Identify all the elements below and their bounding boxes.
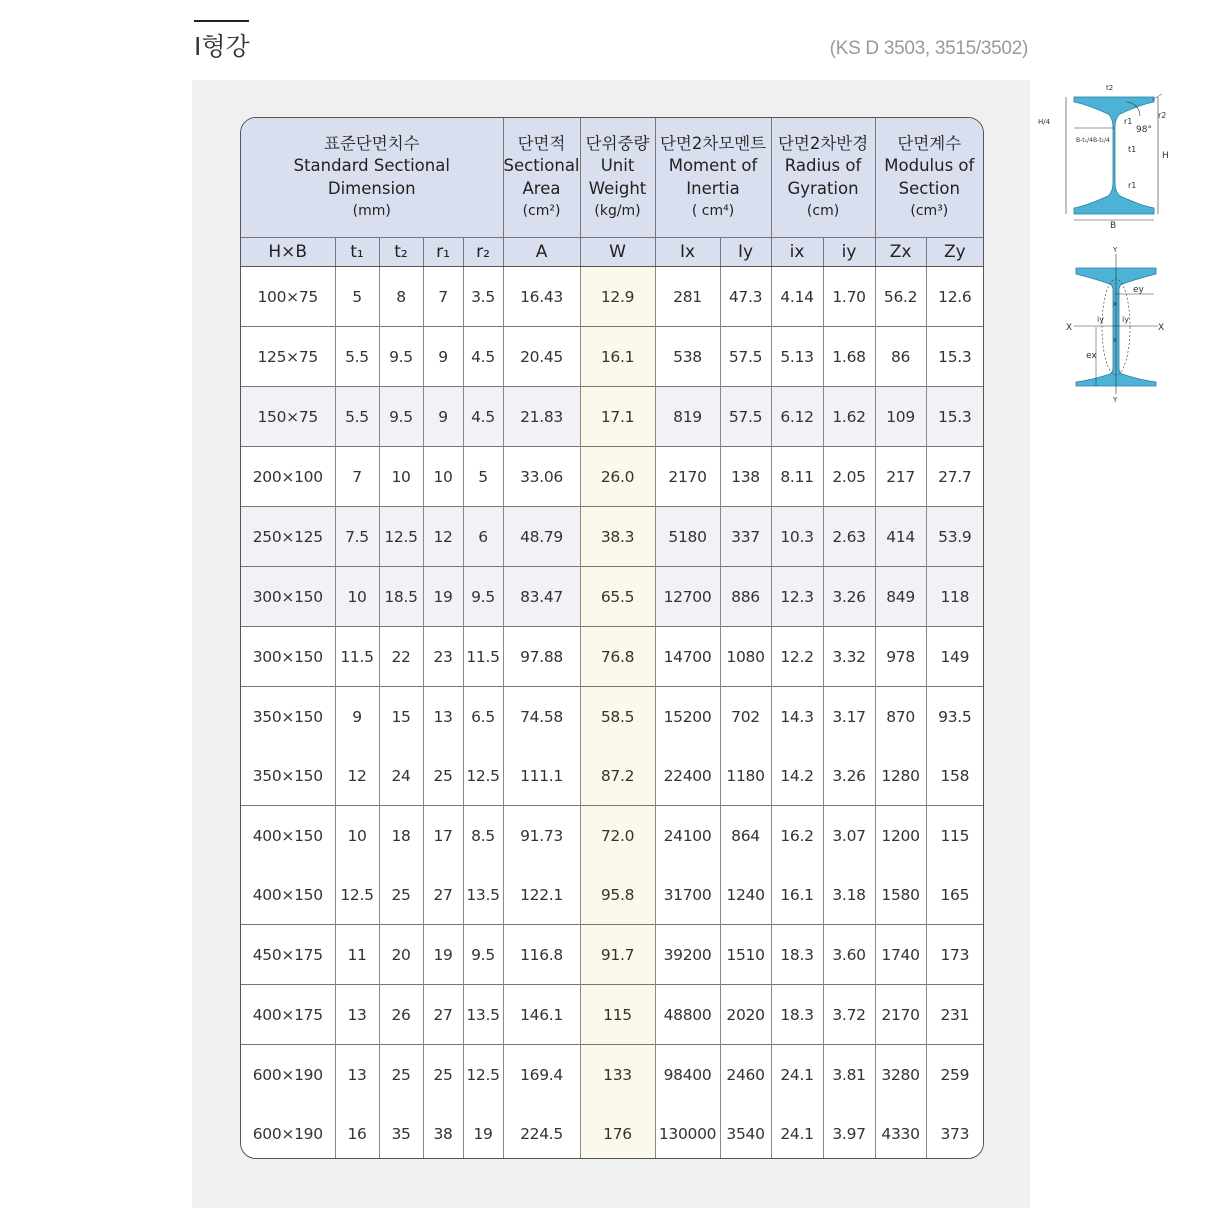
header-group-en1: Standard Sectional (293, 156, 450, 175)
table-cell: 9.5 (379, 327, 423, 387)
table-cell: 3.32 (823, 627, 875, 687)
table-row (241, 865, 983, 925)
table-cell: 115 (926, 806, 983, 866)
table-cell: 819 (655, 387, 720, 447)
label-t2: t2 (1106, 84, 1114, 92)
table-cell: 98400 (655, 1045, 720, 1105)
table-cell: 14700 (655, 627, 720, 687)
table-cell: 9 (423, 327, 463, 387)
table-cell: 217 (875, 447, 926, 507)
table-cell: 3.26 (823, 567, 875, 627)
table-cell: 18 (379, 806, 423, 866)
table-cell: 22 (379, 627, 423, 687)
table-cell: 2.05 (823, 447, 875, 507)
table-cell: 6.12 (771, 387, 823, 447)
table-cell: 3.72 (823, 985, 875, 1045)
table-cell: 10 (423, 447, 463, 507)
table-cell: 12700 (655, 567, 720, 627)
table-cell: 10 (379, 447, 423, 507)
table-cell: 25 (379, 1045, 423, 1105)
table-cell: 5.13 (771, 327, 823, 387)
table-cell: 400×150 (241, 806, 335, 866)
table-cell: 146.1 (503, 985, 580, 1045)
table-cell: 300×150 (241, 567, 335, 627)
table-cell: 116.8 (503, 925, 580, 985)
table-cell: 17 (423, 806, 463, 866)
table-cell: 538 (655, 327, 720, 387)
table-cell: 38.3 (580, 507, 655, 567)
table-cell: 13 (423, 687, 463, 747)
table-cell: 83.47 (503, 567, 580, 627)
table-cell: 57.5 (720, 327, 771, 387)
table-cell: 9.5 (463, 925, 503, 985)
header-group-unit: (kg/m) (594, 203, 641, 219)
header-group-en1: Sectional (503, 156, 580, 175)
table-cell: 5180 (655, 507, 720, 567)
table-cell: 48800 (655, 985, 720, 1045)
label-b1: B-t₁/4 (1076, 137, 1093, 144)
table-cell: 91.73 (503, 806, 580, 866)
table-cell: 15 (379, 687, 423, 747)
table-cell: 130000 (655, 1104, 720, 1159)
table-row (241, 387, 983, 447)
header-group-ko: 단면2차모멘트 (659, 133, 767, 153)
table-cell: 58.5 (580, 687, 655, 747)
table-row (241, 507, 983, 567)
label-b2: B-t₁/4 (1093, 137, 1110, 144)
table-cell: 3.26 (823, 746, 875, 806)
table-cell: 20.45 (503, 327, 580, 387)
table-cell: 5.5 (335, 327, 379, 387)
header-group-en2: Weight (588, 178, 647, 198)
table-cell: 15.3 (926, 387, 983, 447)
table-cell: 97.88 (503, 627, 580, 687)
table-cell: 13 (335, 985, 379, 1045)
table-cell: 18.5 (379, 567, 423, 627)
table-cell: 400×175 (241, 985, 335, 1045)
label-r2: r2 (1158, 111, 1167, 120)
table-cell: 12.5 (463, 1045, 503, 1105)
table-cell: 100×75 (241, 267, 335, 327)
column-header: A (503, 238, 580, 267)
table-cell: 9 (423, 387, 463, 447)
table-cell: 111.1 (503, 746, 580, 806)
column-header: ix (771, 238, 823, 267)
table-cell: 1.70 (823, 267, 875, 327)
table-cell: 870 (875, 687, 926, 747)
table-cell: 9.5 (379, 387, 423, 447)
table-cell: 14.3 (771, 687, 823, 747)
header-group-en1: Unit (600, 156, 635, 175)
table-cell: 31700 (655, 865, 720, 925)
table-cell: 12.5 (335, 865, 379, 925)
label-ey: ey (1133, 285, 1144, 295)
header-group-ko: 단위중량 (585, 133, 650, 153)
table-cell: 4.5 (463, 387, 503, 447)
column-header: r₂ (463, 238, 503, 267)
table-cell: 125×75 (241, 327, 335, 387)
table-cell: 16 (335, 1104, 379, 1159)
table-cell: 886 (720, 567, 771, 627)
table-cell: 149 (926, 627, 983, 687)
column-header: iy (823, 238, 875, 267)
table-cell: 93.5 (926, 687, 983, 747)
table-cell: 1200 (875, 806, 926, 866)
table-cell: 86 (875, 327, 926, 387)
header-group-en1: Modulus of (884, 156, 975, 175)
label-h4: H/4 (1038, 118, 1051, 126)
table-cell: 27.7 (926, 447, 983, 507)
table-row (241, 1045, 983, 1105)
table-cell: 702 (720, 687, 771, 747)
table-cell: 26.0 (580, 447, 655, 507)
table-cell: 11.5 (335, 627, 379, 687)
table-cell: 118 (926, 567, 983, 627)
table-cell: 11.5 (463, 627, 503, 687)
table-cell: 231 (926, 985, 983, 1045)
table-cell: 38 (423, 1104, 463, 1159)
header-group-ko: 단면2차반경 (777, 133, 869, 153)
table-cell: 13.5 (463, 865, 503, 925)
table-cell: 57.5 (720, 387, 771, 447)
table-cell: 8.5 (463, 806, 503, 866)
table-cell: 23 (423, 627, 463, 687)
table-cell: 47.3 (720, 267, 771, 327)
header-group-en1: Radius of (784, 156, 862, 175)
table-cell: 74.58 (503, 687, 580, 747)
table-cell: 8.11 (771, 447, 823, 507)
header-group (655, 118, 771, 238)
table-cell: 12.2 (771, 627, 823, 687)
table-cell: 53.9 (926, 507, 983, 567)
table-cell: 56.2 (875, 267, 926, 327)
table-cell: 115 (580, 985, 655, 1045)
table-row (241, 447, 983, 507)
header-group-en2: Section (898, 178, 960, 198)
table-cell: 12.6 (938, 287, 972, 306)
table-cell: 9.5 (463, 567, 503, 627)
header-group-en2: Inertia (686, 178, 740, 198)
table-cell: 24.1 (771, 1104, 823, 1159)
label-x-left: X (1066, 323, 1073, 333)
column-header: t₂ (379, 238, 423, 267)
column-header: Iy (720, 238, 771, 267)
table-cell: 1740 (875, 925, 926, 985)
header-group-en1: Moment of (668, 156, 758, 175)
table-row (241, 746, 983, 806)
table-cell: 5 (463, 447, 503, 507)
column-header: t₁ (335, 238, 379, 267)
label-iy-right: iy (1122, 315, 1129, 324)
label-r1-top: r1 (1124, 117, 1133, 126)
table-cell: 1510 (720, 925, 771, 985)
table-row (241, 627, 983, 687)
table-cell: 48.79 (503, 507, 580, 567)
column-header: Zy (926, 238, 983, 267)
table-cell: 8 (379, 267, 423, 327)
table-cell: 3.60 (823, 925, 875, 985)
table-cell: 5.5 (335, 387, 379, 447)
column-header: H×B (241, 238, 335, 267)
table-cell: 4.5 (463, 327, 503, 387)
table-cell: 7.5 (335, 507, 379, 567)
table-cell: 12 (335, 746, 379, 806)
table-cell: 176 (580, 1104, 655, 1159)
label-ex: ex (1086, 351, 1097, 361)
table-cell: 7 (335, 447, 379, 507)
table-cell: 16.1 (580, 327, 655, 387)
table-row (241, 567, 983, 627)
table-cell: 414 (875, 507, 926, 567)
table-cell: 16.43 (503, 267, 580, 327)
table-cell: 373 (940, 1124, 970, 1143)
table-cell: 978 (875, 627, 926, 687)
table-cell: 91.7 (580, 925, 655, 985)
table-cell: 7 (423, 267, 463, 327)
column-header: r₁ (423, 238, 463, 267)
table-cell: 14.2 (771, 746, 823, 806)
table-cell: 16.1 (771, 865, 823, 925)
table-cell: 15.3 (926, 327, 983, 387)
header-group (580, 118, 655, 238)
table-cell: 1580 (875, 865, 926, 925)
table-cell: 27 (423, 865, 463, 925)
header-group-en2: Dimension (327, 178, 416, 198)
header-group-ko: 단면계수 (897, 133, 962, 153)
table-row (241, 327, 983, 387)
table-cell: 13 (335, 1045, 379, 1105)
table-cell: 10 (335, 567, 379, 627)
table-cell: 17.1 (580, 387, 655, 447)
table-cell: 4330 (875, 1104, 926, 1159)
table-cell: 25 (379, 865, 423, 925)
title-rule (194, 20, 249, 22)
table-cell: 600×190 (241, 1104, 335, 1159)
table-cell: 12.3 (771, 567, 823, 627)
table-cell: 76.8 (580, 627, 655, 687)
table-cell: 138 (720, 447, 771, 507)
label-x-b: x (1113, 336, 1118, 344)
table-cell: 1080 (720, 627, 771, 687)
table-cell: 3.97 (823, 1104, 875, 1159)
table-cell: 200×100 (241, 447, 335, 507)
spec-table-container (240, 117, 984, 1159)
table-cell: 26 (379, 985, 423, 1045)
table-cell: 165 (940, 885, 970, 904)
table-cell: 12.5 (463, 746, 503, 806)
header-group-ko: 단면적 (517, 133, 566, 153)
table-cell: 3.07 (823, 806, 875, 866)
table-cell: 4.14 (771, 267, 823, 327)
column-header: Ix (655, 238, 720, 267)
table-cell: 20 (379, 925, 423, 985)
table-cell: 150×75 (241, 387, 335, 447)
table-cell: 864 (720, 806, 771, 866)
table-cell: 3.81 (823, 1045, 875, 1105)
table-cell: 122.1 (503, 865, 580, 925)
label-x-a: x (1113, 300, 1118, 308)
table-cell: 65.5 (580, 567, 655, 627)
spec-table (241, 118, 983, 1159)
table-cell: 21.83 (503, 387, 580, 447)
table-cell: 3.17 (823, 687, 875, 747)
table-row (241, 985, 983, 1045)
label-h: H (1162, 151, 1169, 161)
label-iy-left: iy (1097, 315, 1104, 324)
table-row (241, 687, 983, 747)
table-cell: 19 (463, 1104, 503, 1159)
table-cell: 25 (423, 1045, 463, 1105)
table-cell: 95.8 (580, 865, 655, 925)
table-cell: 2.63 (823, 507, 875, 567)
table-cell: 15200 (655, 687, 720, 747)
table-cell: 24.1 (771, 1045, 823, 1105)
table-cell: 6.5 (463, 687, 503, 747)
table-cell: 337 (720, 507, 771, 567)
table-cell: 1.62 (823, 387, 875, 447)
table-cell: 10 (335, 806, 379, 866)
table-cell: 3.18 (823, 865, 875, 925)
table-cell: 169.4 (503, 1045, 580, 1105)
table-cell: 109 (875, 387, 926, 447)
table-cell: 2460 (720, 1045, 771, 1105)
table-cell: 5 (335, 267, 379, 327)
table-cell: 22400 (655, 746, 720, 806)
table-cell: 2170 (875, 985, 926, 1045)
table-cell: 3540 (720, 1104, 771, 1159)
table-cell: 10.3 (771, 507, 823, 567)
table-cell: 849 (875, 567, 926, 627)
label-y-bottom: Y (1113, 396, 1118, 404)
header-group-unit: (cm²) (522, 203, 561, 219)
table-cell: 35 (379, 1104, 423, 1159)
header-group-unit: (mm) (352, 203, 391, 219)
table-cell: 11 (335, 925, 379, 985)
table-cell: 350×150 (241, 687, 335, 747)
table-cell: 173 (926, 925, 983, 985)
table-cell: 19 (423, 925, 463, 985)
table-cell: 259 (926, 1045, 983, 1105)
label-y-top: Y (1113, 246, 1118, 254)
table-cell: 18.3 (771, 985, 823, 1045)
table-cell: 33.06 (503, 447, 580, 507)
table-cell: 1180 (720, 746, 771, 806)
table-cell: 25 (423, 746, 463, 806)
header-group-en2: Area (522, 178, 561, 198)
table-cell: 1.68 (823, 327, 875, 387)
column-header: W (580, 238, 655, 267)
table-cell: 12.9 (580, 267, 655, 327)
table-cell: 12 (423, 507, 463, 567)
table-row (241, 806, 983, 866)
table-cell: 2170 (655, 447, 720, 507)
table-cell: 350×150 (241, 746, 335, 806)
table-cell: 19 (423, 567, 463, 627)
label-r1-bottom: r1 (1128, 181, 1137, 190)
table-cell: 27 (423, 985, 463, 1045)
label-angle: 98° (1136, 125, 1152, 135)
i-beam-axis-icon (1074, 254, 1158, 394)
header-group-ko: 표준단면치수 (323, 133, 420, 153)
table-cell: 250×125 (241, 507, 335, 567)
table-cell: 3.5 (463, 267, 503, 327)
standard-code: (KS D 3503, 3515/3502) (829, 38, 1028, 59)
table-cell: 24100 (655, 806, 720, 866)
label-t1: t1 (1128, 145, 1137, 154)
table-cell: 24 (379, 746, 423, 806)
table-cell: 13.5 (463, 985, 503, 1045)
table-cell: 281 (655, 267, 720, 327)
table-cell: 450×175 (241, 925, 335, 985)
table-cell: 158 (940, 766, 970, 785)
table-cell: 6 (463, 507, 503, 567)
i-beam-section-icon (1066, 94, 1162, 220)
table-cell: 2020 (720, 985, 771, 1045)
table-cell: 12.5 (379, 507, 423, 567)
table-row (241, 1104, 983, 1159)
table-cell: 1240 (720, 865, 771, 925)
table-cell: 600×190 (241, 1045, 335, 1105)
column-header: Zx (875, 238, 926, 267)
table-cell: 39200 (655, 925, 720, 985)
table-cell: 9 (335, 687, 379, 747)
table-cell: 3280 (875, 1045, 926, 1105)
i-beam-diagram (1036, 82, 1186, 412)
page-title: I형강 (194, 32, 250, 61)
header-group-unit: (cm³) (910, 203, 949, 219)
table-cell: 224.5 (503, 1104, 580, 1159)
header-group (241, 118, 503, 238)
table-cell: 16.2 (771, 806, 823, 866)
table-cell: 1280 (875, 746, 926, 806)
table-cell: 72.0 (580, 806, 655, 866)
header-group (875, 118, 983, 238)
header-group-unit: (cm) (806, 203, 840, 219)
label-x-right: X (1158, 323, 1165, 333)
header-group-en2: Gyration (787, 178, 859, 198)
table-row (241, 925, 983, 985)
table-cell: 133 (580, 1045, 655, 1105)
header-group-unit: ( cm⁴) (691, 203, 735, 219)
header-group (503, 118, 580, 238)
table-cell: 300×150 (241, 627, 335, 687)
label-b: B (1110, 221, 1117, 231)
table-row (241, 267, 983, 327)
table-cell: 87.2 (580, 746, 655, 806)
table-cell: 18.3 (771, 925, 823, 985)
table-cell: 400×150 (241, 865, 335, 925)
header-group (771, 118, 875, 238)
